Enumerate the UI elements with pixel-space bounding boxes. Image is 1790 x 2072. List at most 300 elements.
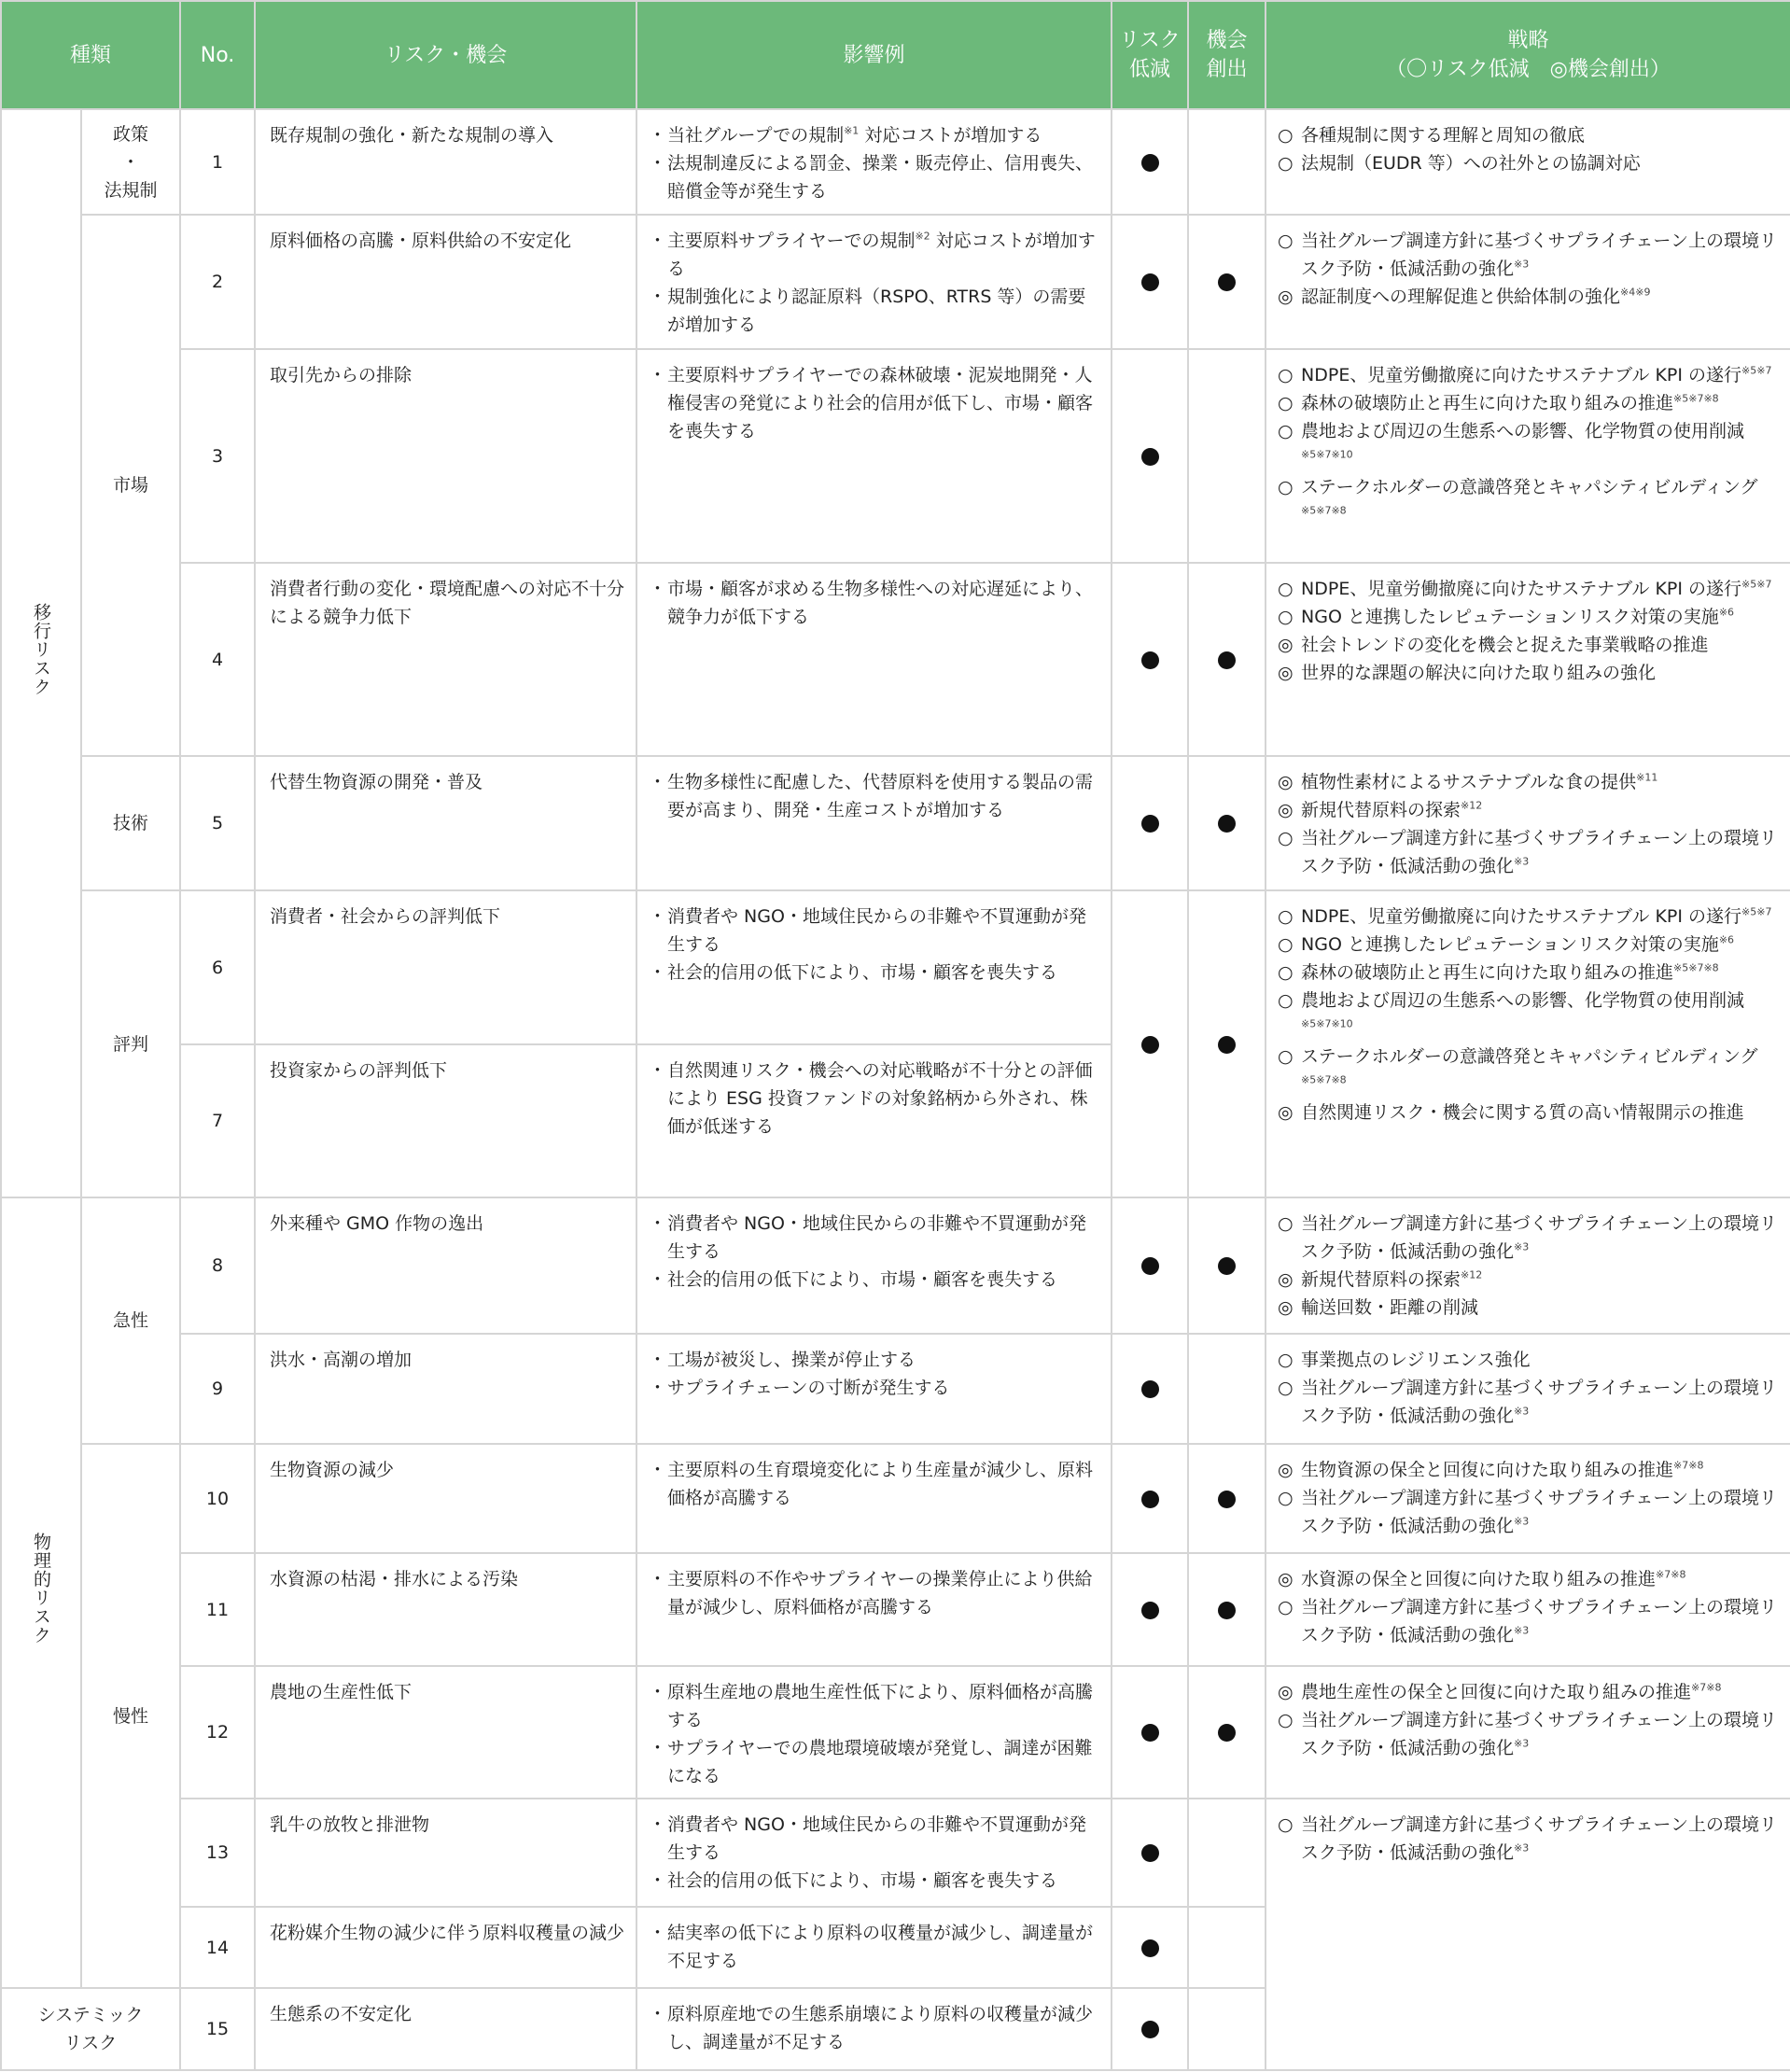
risk-cell: 代替生物資源の開発・普及 xyxy=(255,756,636,890)
example-text: 結実率の低下により原料の収穫量が減少し、調達量が不足する xyxy=(667,1923,1094,1971)
circle-marker: ○ xyxy=(1278,990,1294,1011)
table-row xyxy=(1,1444,1790,1553)
example-text: 社会的信用の低下により、市場・顧客を喪失する xyxy=(667,1269,1058,1290)
opportunity-creation-cell xyxy=(1188,1907,1266,1988)
bullet-marker: ・ xyxy=(649,962,667,983)
strategy-text: 農地生産性の保全と回復に向けた取り組みの推進$^{※7※8}$ xyxy=(1301,1681,1722,1702)
filled-dot-icon xyxy=(1141,448,1159,466)
opportunity-creation-cell xyxy=(1188,1334,1266,1444)
footnote-ref: ※12 xyxy=(1461,799,1483,812)
filled-dot-icon xyxy=(1141,1036,1159,1054)
table-row xyxy=(1,109,1790,215)
bullet-marker: ・ xyxy=(649,1350,667,1370)
footnote-ref: ※3 xyxy=(1514,1841,1530,1855)
circle-marker: ○ xyxy=(1278,365,1294,385)
row-number: 5 xyxy=(180,756,255,890)
example-cell xyxy=(636,349,1112,563)
circle-marker: ○ xyxy=(1278,1488,1294,1508)
double-circle-marker: ◎ xyxy=(1278,1569,1294,1589)
subcategory-technology: 技術 xyxy=(81,756,180,890)
row-number: 6 xyxy=(180,890,255,1044)
risk-reduction-cell xyxy=(1112,349,1188,563)
strategy-cell xyxy=(1266,756,1790,890)
strategy-item-risk xyxy=(1278,1210,1784,1266)
row-number: 12 xyxy=(180,1666,255,1799)
strategy-text: 当社グループ調達方針に基づくサプライチェーン上の環境リスク予防・低減活動の強化$^{※3}$ xyxy=(1301,1597,1777,1645)
strategy-text: 自然関連リスク・機会に関する質の高い情報開示の推進 xyxy=(1301,1102,1744,1123)
strategy-text: 輸送回数・距離の削減 xyxy=(1301,1297,1479,1318)
strategy-text: 新規代替原料の探索$^{※12}$ xyxy=(1301,799,1483,820)
row-number: 13 xyxy=(180,1799,255,1907)
example-text: 規制強化により認証原料（RSPO、RTRS 等）の需要が増加する xyxy=(667,287,1086,335)
example-item xyxy=(649,959,1101,987)
risk-reduction-cell xyxy=(1112,1988,1188,2070)
circle-marker: ○ xyxy=(1278,421,1294,441)
strategy-cell xyxy=(1266,1444,1790,1553)
header-risk-reduction: リスク 低減 xyxy=(1112,1,1188,109)
table-row xyxy=(1,1197,1790,1334)
example-item xyxy=(649,1057,1101,1141)
row-number: 9 xyxy=(180,1334,255,1444)
filled-dot-icon xyxy=(1141,273,1159,291)
circle-marker: ○ xyxy=(1278,393,1294,413)
strategy-item-risk xyxy=(1278,931,1784,959)
example-item xyxy=(649,1374,1101,1402)
example-item xyxy=(649,1919,1101,1975)
risk-cell: 原料価格の高騰・原料供給の不安定化 xyxy=(255,215,636,349)
example-item xyxy=(649,1210,1101,1266)
risk-cell: 水資源の枯渇・排水による汚染 xyxy=(255,1553,636,1666)
strategy-text: 当社グループ調達方針に基づくサプライチェーン上の環境リスク予防・低減活動の強化$^{※3}$ xyxy=(1301,1213,1777,1262)
example-item xyxy=(649,361,1101,445)
strategy-item-opportunity xyxy=(1278,659,1784,687)
example-item xyxy=(649,1565,1101,1621)
filled-dot-icon xyxy=(1218,1724,1236,1742)
example-item xyxy=(649,903,1101,959)
strategy-item-risk xyxy=(1278,227,1784,283)
example-cell xyxy=(636,1907,1112,1988)
footnote-ref: ※1 xyxy=(844,124,860,137)
bullet-marker: ・ xyxy=(649,287,667,307)
row-number: 10 xyxy=(180,1444,255,1553)
strategy-text: 植物性素材によるサステナブルな食の提供$^{※11}$ xyxy=(1301,771,1658,792)
filled-dot-icon xyxy=(1218,1036,1236,1054)
footnote-ref: ※5※7※10 xyxy=(1301,1017,1353,1030)
risk-reduction-cell xyxy=(1112,1444,1188,1553)
footnote-ref: ※6 xyxy=(1718,606,1735,619)
strategy-item-risk xyxy=(1278,987,1784,1043)
header-opportunity-creation: 機会 創出 xyxy=(1188,1,1266,109)
example-text: 原料原産地での生態系崩壊により原料の収穫量が減少し、調達量が不足する xyxy=(667,2004,1094,2052)
subcategory-chronic: 慢性 xyxy=(81,1444,180,1988)
table-row xyxy=(1,890,1790,1044)
table-row xyxy=(1,215,1790,349)
example-item xyxy=(649,1678,1101,1734)
example-text: 当社グループでの規制$^{※1}$ 対応コストが増加する xyxy=(667,124,1042,146)
row-number: 7 xyxy=(180,1044,255,1197)
strategy-text: 農地および周辺の生態系への影響、化学物質の使用削減$^{※5※7※10}$ xyxy=(1301,990,1745,1030)
filled-dot-icon xyxy=(1141,2021,1159,2038)
example-text: 主要原料の生育環境変化により生産量が減少し、原料価格が高騰する xyxy=(667,1460,1094,1508)
example-item xyxy=(649,768,1101,824)
example-cell xyxy=(636,1553,1112,1666)
strategy-text: 森林の破壊防止と再生に向けた取り組みの推進$^{※5※7※8}$ xyxy=(1301,392,1719,413)
opportunity-creation-cell xyxy=(1188,1799,1266,1907)
circle-marker: ○ xyxy=(1278,1378,1294,1398)
risk-cell: 洪水・高潮の増加 xyxy=(255,1334,636,1444)
strategy-item-opportunity xyxy=(1278,1099,1784,1127)
circle-marker: ○ xyxy=(1278,906,1294,927)
row-number: 1 xyxy=(180,109,255,215)
footnote-ref: ※3 xyxy=(1514,1405,1530,1418)
opportunity-creation-cell xyxy=(1188,756,1266,890)
strategy-cell xyxy=(1266,349,1790,563)
footnote-ref: ※4※9 xyxy=(1620,286,1651,299)
risk-cell: 消費者行動の変化・環境配慮への対応不十分による競争力低下 xyxy=(255,563,636,756)
strategy-item-opportunity xyxy=(1278,1565,1784,1593)
subcategory-reputation: 評判 xyxy=(81,890,180,1197)
footnote-ref: ※3 xyxy=(1514,1515,1530,1528)
example-text: 主要原料サプライヤーでの森林破壊・泥炭地開発・人権侵害の発覚により社会的信用が低下し、市場・顧客を喪失する xyxy=(667,365,1094,441)
header-no: No. xyxy=(180,1,255,109)
circle-marker: ○ xyxy=(1278,1597,1294,1617)
double-circle-marker: ◎ xyxy=(1278,663,1294,683)
footnote-ref: ※3 xyxy=(1514,1240,1530,1253)
bullet-marker: ・ xyxy=(649,1378,667,1398)
strategy-text: 事業拠点のレジリエンス強化 xyxy=(1301,1350,1531,1370)
risk-reduction-cell xyxy=(1112,1666,1188,1799)
strategy-text: NDPE、児童労働撤廃に向けたサステナブル KPI の遂行$^{※5※7}$ xyxy=(1301,578,1772,599)
strategy-cell xyxy=(1266,215,1790,349)
example-text: 消費者や NGO・地域住民からの非難や不買運動が発生する xyxy=(667,906,1086,955)
opportunity-creation-cell xyxy=(1188,1553,1266,1666)
footnote-ref: ※5※7※10 xyxy=(1301,448,1353,461)
row-number: 4 xyxy=(180,563,255,756)
example-text: 生物多様性に配慮した、代替原料を使用する製品の需要が高まり、開発・生産コストが増加する xyxy=(667,772,1094,820)
example-text: 主要原料の不作やサプライヤーの操業停止により供給量が減少し、原料価格が高騰する xyxy=(667,1569,1093,1617)
strategy-cell xyxy=(1266,1666,1790,1799)
strategy-item-risk xyxy=(1278,149,1784,177)
footnote-ref: ※6 xyxy=(1718,933,1735,946)
circle-marker: ○ xyxy=(1278,1710,1294,1730)
strategy-cell xyxy=(1266,890,1790,1197)
example-text: サプライヤーでの農地環境破壊が発覚し、調達が困難になる xyxy=(667,1738,1093,1786)
filled-dot-icon xyxy=(1218,1602,1236,1619)
row-number: 3 xyxy=(180,349,255,563)
strategy-item-risk xyxy=(1278,1484,1784,1540)
circle-marker: ○ xyxy=(1278,579,1294,599)
strategy-item-risk xyxy=(1278,1593,1784,1649)
filled-dot-icon xyxy=(1141,1602,1159,1619)
subcategory-policy: 政策 ・ 法規制 xyxy=(81,109,180,215)
filled-dot-icon xyxy=(1141,1257,1159,1275)
example-item xyxy=(649,1811,1101,1867)
filled-dot-icon xyxy=(1218,1257,1236,1275)
bullet-marker: ・ xyxy=(649,1870,667,1891)
circle-marker: ○ xyxy=(1278,231,1294,251)
strategy-item-opportunity xyxy=(1278,1678,1784,1706)
example-cell xyxy=(636,1666,1112,1799)
strategy-item-opportunity xyxy=(1278,768,1784,796)
risk-reduction-cell xyxy=(1112,1553,1188,1666)
filled-dot-icon xyxy=(1218,651,1236,669)
example-cell xyxy=(636,1444,1112,1553)
strategy-cell xyxy=(1266,1197,1790,1334)
bullet-marker: ・ xyxy=(649,1269,667,1290)
table-row xyxy=(1,756,1790,890)
example-cell xyxy=(636,756,1112,890)
filled-dot-icon xyxy=(1218,1491,1236,1508)
opportunity-creation-cell xyxy=(1188,1197,1266,1334)
strategy-cell xyxy=(1266,1553,1790,1666)
footnote-ref: ※5※7 xyxy=(1741,578,1772,591)
bullet-marker: ・ xyxy=(649,1738,667,1758)
table-row xyxy=(1,1666,1790,1799)
filled-dot-icon xyxy=(1218,815,1236,833)
bullet-marker: ・ xyxy=(649,1814,667,1835)
risk-cell: 生態系の不安定化 xyxy=(255,1988,636,2070)
opportunity-creation-cell xyxy=(1188,109,1266,215)
bullet-marker: ・ xyxy=(649,1682,667,1702)
filled-dot-icon xyxy=(1218,273,1236,291)
example-item xyxy=(649,1867,1101,1895)
strategy-item-risk xyxy=(1278,1706,1784,1762)
example-text: 工場が被災し、操業が停止する xyxy=(667,1350,916,1370)
opportunity-creation-cell xyxy=(1188,563,1266,756)
double-circle-marker: ◎ xyxy=(1278,800,1294,820)
strategy-text: 当社グループ調達方針に基づくサプライチェーン上の環境リスク予防・低減活動の強化$^{※3}$ xyxy=(1301,828,1777,876)
circle-marker: ○ xyxy=(1278,962,1294,983)
example-text: 原料生産地の農地生産性低下により、原料価格が高騰する xyxy=(667,1682,1094,1730)
example-item xyxy=(649,1456,1101,1512)
risk-reduction-cell xyxy=(1112,1197,1188,1334)
strategy-text: NDPE、児童労働撤廃に向けたサステナブル KPI の遂行$^{※5※7}$ xyxy=(1301,364,1772,385)
filled-dot-icon xyxy=(1141,1724,1159,1742)
strategy-item-risk xyxy=(1278,361,1784,389)
strategy-item-opportunity xyxy=(1278,631,1784,659)
group-systemic-risk: システミック リスク xyxy=(1,1988,180,2070)
footnote-ref: ※3 xyxy=(1514,1624,1530,1637)
example-cell xyxy=(636,1799,1112,1907)
circle-marker: ○ xyxy=(1278,934,1294,955)
example-item xyxy=(649,1734,1101,1790)
risk-cell: 外来種や GMO 作物の逸出 xyxy=(255,1197,636,1334)
risk-reduction-cell xyxy=(1112,215,1188,349)
strategy-text: 世界的な課題の解決に向けた取り組みの強化 xyxy=(1301,663,1657,683)
strategy-text: 法規制（EUDR 等）への社外との協調対応 xyxy=(1301,153,1641,174)
strategy-item-risk xyxy=(1278,1346,1784,1374)
strategy-item-risk xyxy=(1278,1043,1784,1099)
example-item xyxy=(649,149,1101,205)
footnote-ref: ※5※7※8 xyxy=(1673,961,1719,974)
strategy-text: 当社グループ調達方針に基づくサプライチェーン上の環境リスク予防・低減活動の強化$^{※3}$ xyxy=(1301,1378,1777,1426)
footnote-ref: ※5※7※8 xyxy=(1301,1073,1347,1086)
footnote-ref: ※5※7※8 xyxy=(1301,504,1347,517)
example-text: サプライチェーンの寸断が発生する xyxy=(667,1378,950,1398)
strategy-text: 森林の破壊防止と再生に向けた取り組みの推進$^{※5※7※8}$ xyxy=(1301,961,1719,983)
example-text: 市場・顧客が求める生物多様性への対応遅延により、競争力が低下する xyxy=(667,579,1094,627)
circle-marker: ○ xyxy=(1278,477,1294,497)
circle-marker: ○ xyxy=(1278,125,1294,146)
strategy-item-risk xyxy=(1278,121,1784,149)
example-item xyxy=(649,2000,1101,2056)
strategy-item-risk xyxy=(1278,824,1784,880)
row-number: 2 xyxy=(180,215,255,349)
circle-marker: ○ xyxy=(1278,828,1294,848)
group-transition-risk: 移行リスク xyxy=(1,109,81,1197)
bullet-marker: ・ xyxy=(649,153,667,174)
circle-marker: ○ xyxy=(1278,1046,1294,1067)
risk-reduction-cell xyxy=(1112,890,1188,1197)
opportunity-creation-cell xyxy=(1188,1666,1266,1799)
strategy-item-opportunity xyxy=(1278,283,1784,311)
footnote-ref: ※5※7 xyxy=(1741,905,1772,918)
example-item xyxy=(649,1346,1101,1374)
circle-marker: ○ xyxy=(1278,153,1294,174)
circle-marker: ○ xyxy=(1278,1213,1294,1234)
example-item xyxy=(649,575,1101,631)
double-circle-marker: ◎ xyxy=(1278,1460,1294,1480)
double-circle-marker: ◎ xyxy=(1278,772,1294,792)
double-circle-marker: ◎ xyxy=(1278,1269,1294,1290)
strategy-text: NGO と連携したレピュテーションリスク対策の実施$^{※6}$ xyxy=(1301,606,1735,627)
example-item xyxy=(649,227,1101,283)
risk-reduction-cell xyxy=(1112,1334,1188,1444)
example-cell xyxy=(636,1334,1112,1444)
table-row xyxy=(1,563,1790,756)
example-text: 消費者や NGO・地域住民からの非難や不買運動が発生する xyxy=(667,1213,1086,1262)
row-number: 8 xyxy=(180,1197,255,1334)
row-number: 11 xyxy=(180,1553,255,1666)
circle-marker: ○ xyxy=(1278,1814,1294,1835)
example-cell xyxy=(636,890,1112,1044)
strategy-cell xyxy=(1266,563,1790,756)
double-circle-marker: ◎ xyxy=(1278,287,1294,307)
example-cell xyxy=(636,1044,1112,1197)
risk-reduction-cell xyxy=(1112,756,1188,890)
strategy-text: NGO と連携したレピュテーションリスク対策の実施$^{※6}$ xyxy=(1301,933,1735,955)
strategy-item-opportunity xyxy=(1278,796,1784,824)
strategy-item-opportunity xyxy=(1278,1266,1784,1294)
example-cell xyxy=(636,215,1112,349)
footnote-ref: ※3 xyxy=(1514,855,1530,868)
header-example: 影響例 xyxy=(636,1,1112,109)
example-item xyxy=(649,121,1101,149)
example-item xyxy=(649,1266,1101,1294)
strategy-item-risk xyxy=(1278,903,1784,931)
double-circle-marker: ◎ xyxy=(1278,1682,1294,1702)
risk-cell: 消費者・社会からの評判低下 xyxy=(255,890,636,1044)
footnote-ref: ※3 xyxy=(1514,1737,1530,1750)
strategy-text: 新規代替原料の探索$^{※12}$ xyxy=(1301,1268,1483,1290)
table-row xyxy=(1,1334,1790,1444)
strategy-item-opportunity xyxy=(1278,1294,1784,1322)
footnote-ref: ※5※7※8 xyxy=(1673,392,1719,405)
strategy-item-risk xyxy=(1278,417,1784,473)
opportunity-creation-cell xyxy=(1188,1988,1266,2070)
strategy-text: ステークホルダーの意識啓発とキャパシティビルディング$^{※5※7※8}$ xyxy=(1301,477,1758,517)
table-row xyxy=(1,1799,1790,1907)
bullet-marker: ・ xyxy=(649,1923,667,1943)
table-row xyxy=(1,1553,1790,1666)
example-cell xyxy=(636,1197,1112,1334)
strategy-text: 生物資源の保全と回復に向けた取り組みの推進$^{※7※8}$ xyxy=(1301,1459,1704,1480)
filled-dot-icon xyxy=(1141,1939,1159,1957)
footnote-ref: ※5※7 xyxy=(1741,364,1772,377)
risk-cell: 花粉媒介生物の減少に伴う原料収穫量の減少 xyxy=(255,1907,636,1988)
strategy-text: 農地および周辺の生態系への影響、化学物質の使用削減$^{※5※7※10}$ xyxy=(1301,421,1745,461)
footnote-ref: ※11 xyxy=(1636,771,1658,784)
strategy-item-risk xyxy=(1278,959,1784,987)
example-cell xyxy=(636,563,1112,756)
strategy-item-opportunity xyxy=(1278,1456,1784,1484)
example-text: 法規制違反による罰金、操業・販売停止、信用喪失、賠償金等が発生する xyxy=(667,153,1094,202)
table-row xyxy=(1,349,1790,563)
strategy-text: 認証制度への理解促進と供給体制の強化$^{※4※9}$ xyxy=(1301,286,1651,307)
risk-cell: 取引先からの排除 xyxy=(255,349,636,563)
example-text: 社会的信用の低下により、市場・顧客を喪失する xyxy=(667,1870,1058,1891)
strategy-item-risk xyxy=(1278,603,1784,631)
footnote-ref: ※7※8 xyxy=(1673,1459,1704,1472)
strategy-item-risk xyxy=(1278,1374,1784,1430)
footnote-ref: ※2 xyxy=(915,230,930,243)
footnote-ref: ※3 xyxy=(1514,258,1530,271)
example-text: 自然関連リスク・機会への対応戦略が不十分との評価により ESG 投資ファンドの対象銘柄から外され、株価が低迷する xyxy=(667,1060,1093,1137)
risk-reduction-cell xyxy=(1112,1799,1188,1907)
strategy-text: ステークホルダーの意識啓発とキャパシティビルディング$^{※5※7※8}$ xyxy=(1301,1046,1758,1086)
strategy-cell xyxy=(1266,1799,1790,2070)
risk-cell: 農地の生産性低下 xyxy=(255,1666,636,1799)
group-physical-risk: 物理的リスク xyxy=(1,1197,81,1988)
header-strategy: 戦略 （〇リスク低減 ◎機会創出） xyxy=(1266,1,1790,109)
example-cell xyxy=(636,1988,1112,2070)
bullet-marker: ・ xyxy=(649,1060,667,1081)
risk-reduction-cell xyxy=(1112,109,1188,215)
header-type: 種類 xyxy=(1,1,180,109)
strategy-cell xyxy=(1266,109,1790,215)
filled-dot-icon xyxy=(1141,1380,1159,1398)
bullet-marker: ・ xyxy=(649,579,667,599)
strategy-text: 当社グループ調達方針に基づくサプライチェーン上の環境リスク予防・低減活動の強化$^{※3}$ xyxy=(1301,231,1777,279)
footnote-ref: ※7※8 xyxy=(1656,1568,1686,1581)
filled-dot-icon xyxy=(1141,815,1159,833)
example-text: 消費者や NGO・地域住民からの非難や不買運動が発生する xyxy=(667,1814,1086,1863)
strategy-cell xyxy=(1266,1334,1790,1444)
bullet-marker: ・ xyxy=(649,365,667,385)
subcategory-market: 市場 xyxy=(81,215,180,756)
strategy-text: 当社グループ調達方針に基づくサプライチェーン上の環境リスク予防・低減活動の強化$^{※3}$ xyxy=(1301,1814,1777,1863)
risk-reduction-cell xyxy=(1112,1907,1188,1988)
bullet-marker: ・ xyxy=(649,772,667,792)
strategy-text: 各種規制に関する理解と周知の徹底 xyxy=(1301,125,1586,146)
example-text: 社会的信用の低下により、市場・顧客を喪失する xyxy=(667,962,1058,983)
risk-cell: 生物資源の減少 xyxy=(255,1444,636,1553)
strategy-item-risk xyxy=(1278,473,1784,529)
filled-dot-icon xyxy=(1141,1844,1159,1862)
risk-cell: 乳牛の放牧と排泄物 xyxy=(255,1799,636,1907)
filled-dot-icon xyxy=(1141,651,1159,669)
opportunity-creation-cell xyxy=(1188,215,1266,349)
risk-reduction-cell xyxy=(1112,563,1188,756)
risk-cell: 既存規制の強化・新たな規制の導入 xyxy=(255,109,636,215)
strategy-item-risk xyxy=(1278,575,1784,603)
bullet-marker: ・ xyxy=(649,1460,667,1480)
double-circle-marker: ◎ xyxy=(1278,1102,1294,1123)
opportunity-creation-cell xyxy=(1188,349,1266,563)
row-number: 15 xyxy=(180,1988,255,2070)
bullet-marker: ・ xyxy=(649,1569,667,1589)
double-circle-marker: ◎ xyxy=(1278,635,1294,655)
